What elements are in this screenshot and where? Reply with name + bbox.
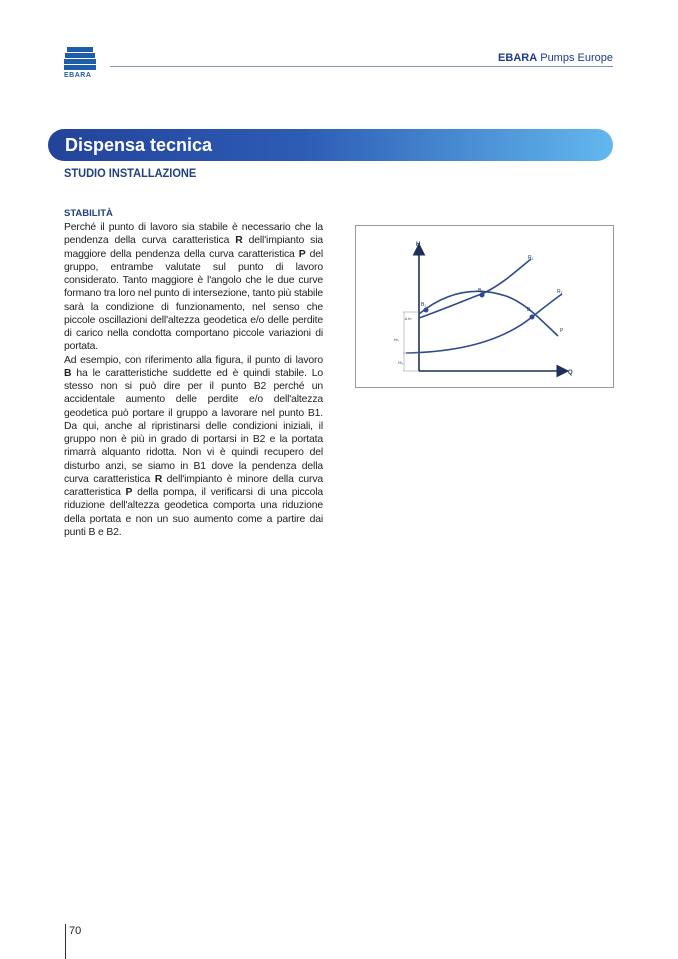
paragraph-1-run: dell'impianto sia maggiore della pendenza della curva caratteristica	[64, 235, 323, 260]
body-text	[64, 221, 323, 539]
stability-diagram-svg	[356, 226, 613, 387]
dim-label-2: Hᵍ₁	[394, 338, 400, 342]
brand-name	[498, 52, 613, 64]
document-subtitle: STUDIO INSTALLAZIONE	[64, 166, 197, 180]
brand-name-bold: EBARA	[498, 52, 538, 64]
point-b1	[424, 308, 429, 313]
point-b2-label: B₂	[478, 288, 484, 294]
curve-r1-label: R₁	[528, 255, 534, 261]
paragraph-2-run: R	[154, 473, 163, 485]
point-b	[530, 315, 535, 320]
title-banner	[48, 129, 613, 161]
curve-r2-label: R₂	[557, 289, 563, 295]
dim-label-1: Δ hᵍ	[405, 317, 412, 321]
axis-x-label: Q	[568, 370, 573, 376]
brand-name-rest: Pumps Europe	[537, 52, 613, 64]
ebara-logo	[64, 47, 96, 83]
curve-r1	[419, 259, 531, 318]
ebara-logo-text: EBARA	[64, 72, 92, 79]
axis-y-label: H	[416, 242, 421, 248]
paragraph-2-run: della pompa, il verificarsi di una piccola riduzione dell'altezza geodetica comporta una riduzione della portata e non un suo aumento come a partire dai punti B e B2.	[64, 487, 323, 538]
body-paragraph-1	[64, 221, 323, 354]
dim-label-3: Hᵍ₂	[398, 361, 404, 365]
curve-r2	[406, 294, 562, 353]
page-number: 70	[69, 925, 82, 937]
point-b1-label: B₁	[421, 302, 427, 308]
point-b-label: B	[527, 307, 531, 313]
paragraph-1-run: Perché il punto di lavoro sia stabile è necessario che la pendenza della curva caratteristica	[64, 222, 323, 247]
header-rule	[110, 66, 613, 67]
ebara-logo-mark	[64, 47, 96, 71]
paragraph-1-run: R	[235, 235, 243, 247]
paragraph-2-run: dell'impianto è minore della curva caratteristica	[64, 473, 323, 498]
section-heading: STABILITÀ	[64, 208, 113, 219]
paragraph-2-run: Ad esempio, con riferimento alla figura, il punto di lavoro	[64, 354, 323, 366]
paragraph-2-run: B	[64, 367, 72, 379]
paragraph-2-run: ha le caratteristiche suddette ed è quindi stabile. Lo stesso non si può dire per il punto B2 perché un accidentale aumento delle perdite e/o dell'altezza geodetica può portare il gruppo a lavorare nel punto B1. Da qui, anche al ripristinarsi delle condizioni iniziali, il gruppo non è più in grado di portarsi in B2 e la portata rimarrà alquanto ridotta. Non vi è quindi recupero del disturbo anzi, se siamo in B1 dove la pendenza della curva caratteristica	[64, 367, 323, 485]
page-number-rule	[65, 924, 66, 959]
paragraph-2-run: P	[125, 487, 133, 498]
paragraph-1-run: del gruppo, entrambe valutate sul punto di lavoro considerato. Tanto maggiore è l'angolo che le due curve formano tra loro nel punto di intersezione, tanto più stabile sarà la condizione di funzionamento, nel senso che piccole oscillazioni dell'altezza geodetica e/o delle perdite di carico nella condotta comportano piccole variazioni di portata.	[64, 248, 323, 353]
banner-title: Dispensa tecnica	[65, 135, 213, 155]
stability-diagram	[355, 225, 614, 388]
curve-p-label: P	[560, 328, 564, 334]
body-paragraph-2	[64, 354, 323, 540]
paragraph-1-run: P	[298, 248, 306, 260]
